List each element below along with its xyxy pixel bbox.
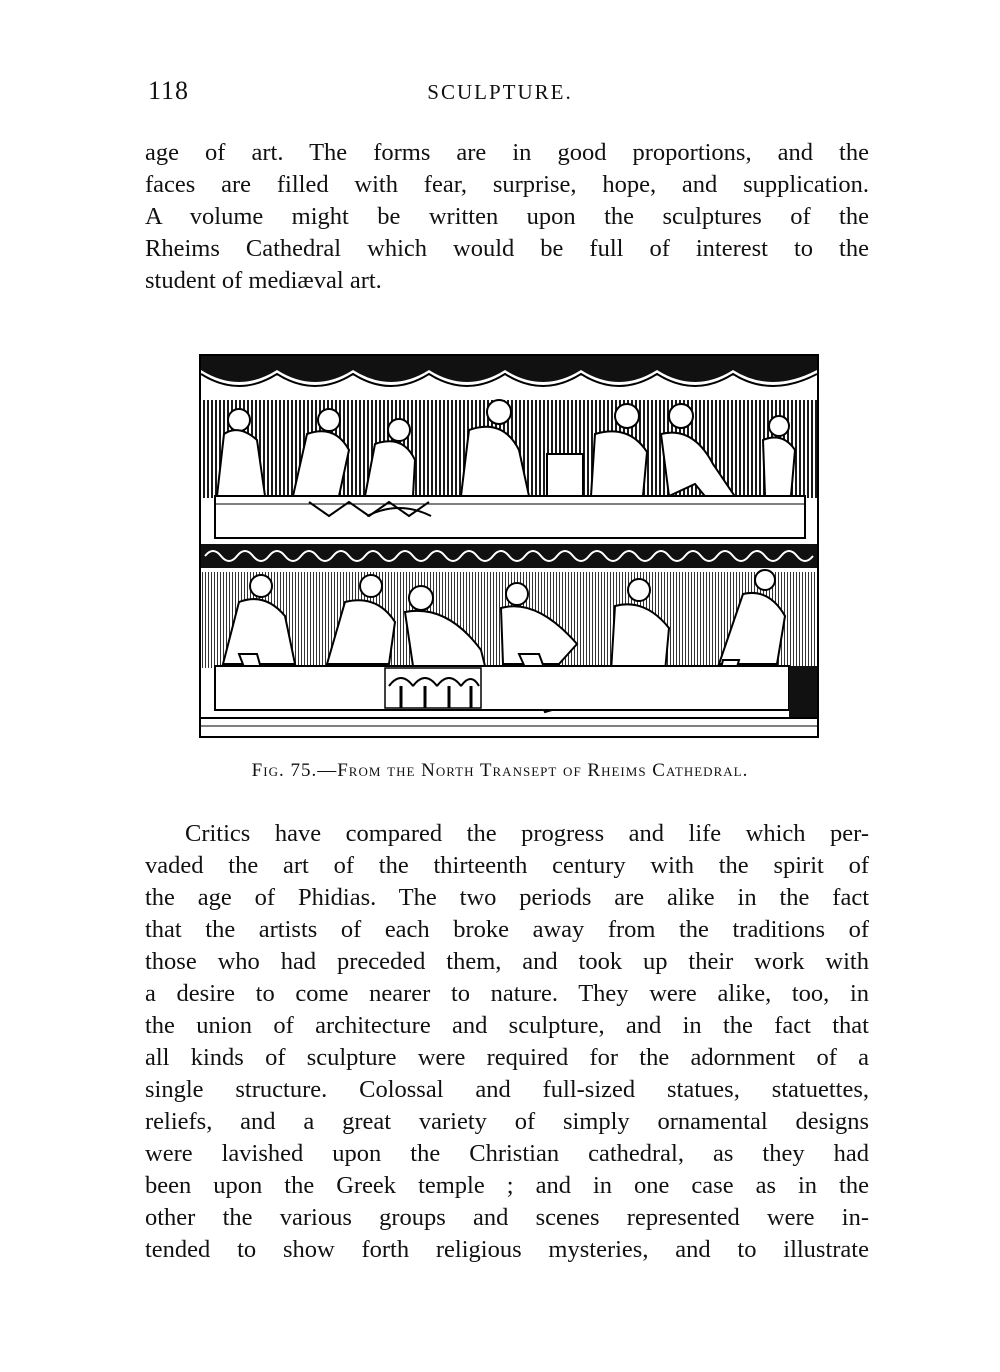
text-line: the age of Phidias. The two periods are alike in the fact (145, 884, 869, 911)
text-line: other the various groups and scenes represented were in- (145, 1204, 869, 1231)
figure-label: Fig. 75. (251, 760, 318, 781)
text-line: the union of architecture and sculpture, and in the fact that (145, 1012, 869, 1039)
running-title: SCULPTURE. (427, 80, 573, 104)
figure-caption (0, 760, 1000, 782)
paragraph-2 (145, 818, 869, 1266)
page-number: 118 (148, 76, 190, 105)
text-line: tended to show forth religious mysteries, and to illustrate (145, 1236, 869, 1263)
text-line: age of art. The forms are in good proportions, and the (145, 139, 869, 166)
text-line: been upon the Greek temple ; and in one case as in the (145, 1172, 869, 1199)
text-line: that the artists of each broke away from the traditions of (145, 916, 869, 943)
text-line: faces are filled with fear, surprise, hope, and supplication. (145, 171, 869, 198)
text-line: were lavished upon the Christian cathedral, as they had (145, 1140, 869, 1167)
relief-illustration (199, 354, 819, 738)
paragraph-1 (145, 137, 869, 297)
text-line: single structure. Colossal and full-sized statues, statuettes, (145, 1076, 869, 1103)
text-line: Rheims Cathedral which would be full of interest to the (145, 235, 869, 262)
text-line: a desire to come nearer to nature. They were alike, too, in (145, 980, 869, 1007)
text-line: those who had preceded them, and took up their work with (145, 948, 869, 975)
text-line: A volume might be written upon the sculptures of the (145, 203, 869, 230)
text-line: vaded the art of the thirteenth century with the spirit of (145, 852, 869, 879)
text-line: reliefs, and a great variety of simply ornamental designs (145, 1108, 869, 1135)
text-line: all kinds of sculpture were required for the adornment of a (145, 1044, 869, 1071)
text-line: student of mediæval art. (145, 267, 382, 294)
figure-caption-text: —From the North Transept of Rheims Cathedral. (317, 760, 749, 781)
text-line: Critics have compared the progress and life which per- (185, 820, 869, 847)
